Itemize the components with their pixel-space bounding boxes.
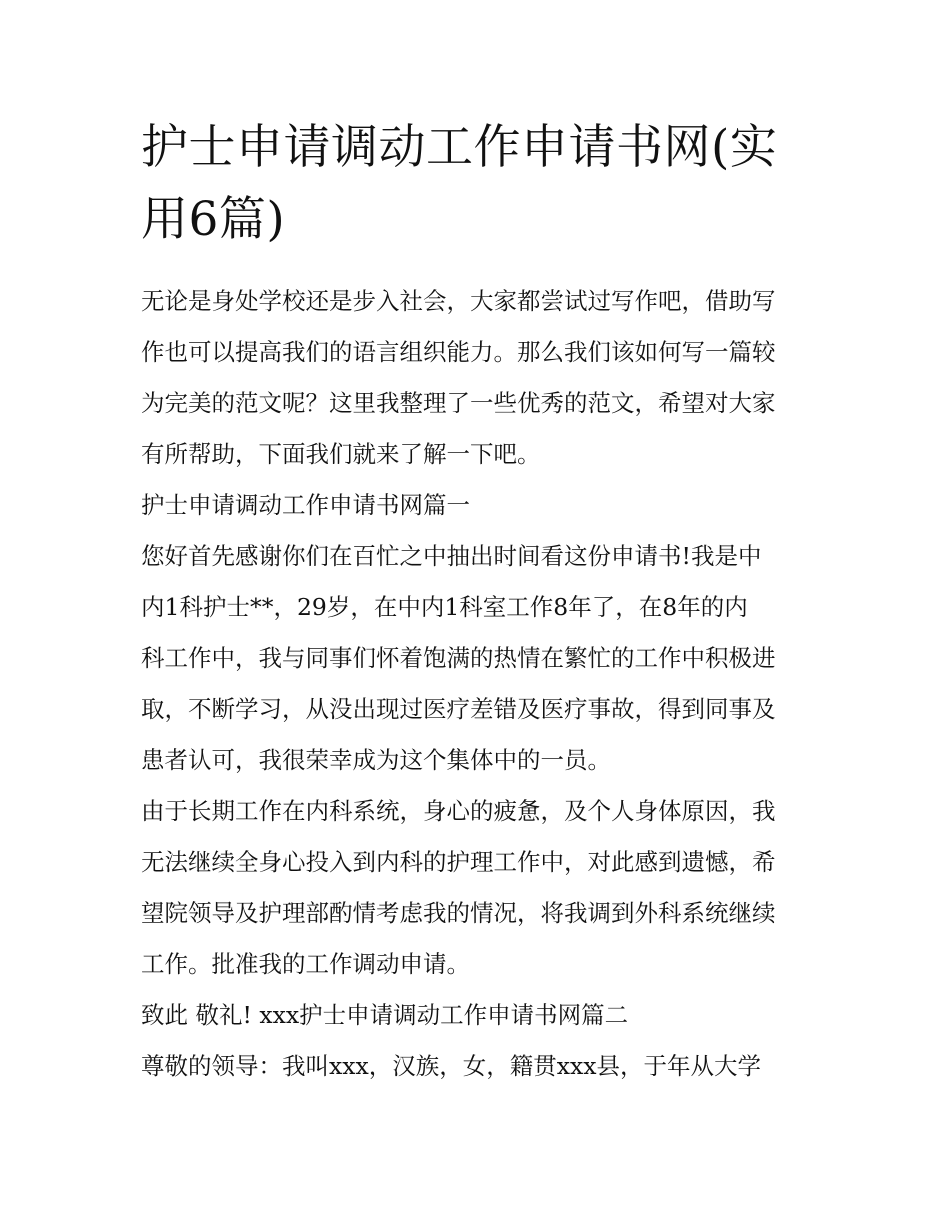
body-line: 尊敬的领导：我叫xxx，汉族，女，籍贯xxx县，于年从大学: [141, 1052, 762, 1080]
body-line: 作也可以提高我们的语言组织能力。那么我们该如何写一篇较: [141, 338, 776, 366]
body-line: 无法继续全身心投入到内科的护理工作中，对此感到遗憾，希: [141, 848, 776, 876]
body-line: 内1科护士**，29岁，在中内1科室工作8年了，在8年的内: [141, 593, 748, 621]
body-line: 取，不断学习，从没出现过医疗差错及医疗事故，得到同事及: [141, 695, 776, 723]
section-heading: 护士申请调动工作申请书网篇一: [141, 491, 470, 519]
body-line: 望院领导及护理部酌情考虑我的情况，将我调到外科系统继续: [141, 899, 776, 927]
document-title: [141, 112, 821, 256]
body-line: 由于长期工作在内科系统，身心的疲惫，及个人身体原因，我: [141, 797, 776, 825]
body-line: 无论是身处学校还是步入社会，大家都尝试过写作吧，借助写: [141, 287, 776, 315]
body-line: 您好首先感谢你们在百忙之中抽出时间看这份申请书!我是中: [141, 542, 762, 570]
body-line: 患者认可，我很荣幸成为这个集体中的一员。: [141, 746, 611, 774]
section-heading: 致此 敬礼! xxx护士申请调动工作申请书网篇二: [141, 1001, 629, 1029]
body-line: 科工作中，我与同事们怀着饱满的热情在繁忙的工作中积极进: [141, 644, 776, 672]
title-line-1: 护士申请调动工作申请书网(实: [141, 120, 778, 175]
body-line: 有所帮助，下面我们就来了解一下吧。: [141, 440, 541, 468]
body-line: 工作。批准我的工作调动申请。: [141, 950, 470, 978]
title-line-2: 用6篇): [141, 192, 286, 247]
body-line: 为完美的范文呢？这里我整理了一些优秀的范文，希望对大家: [141, 389, 776, 417]
